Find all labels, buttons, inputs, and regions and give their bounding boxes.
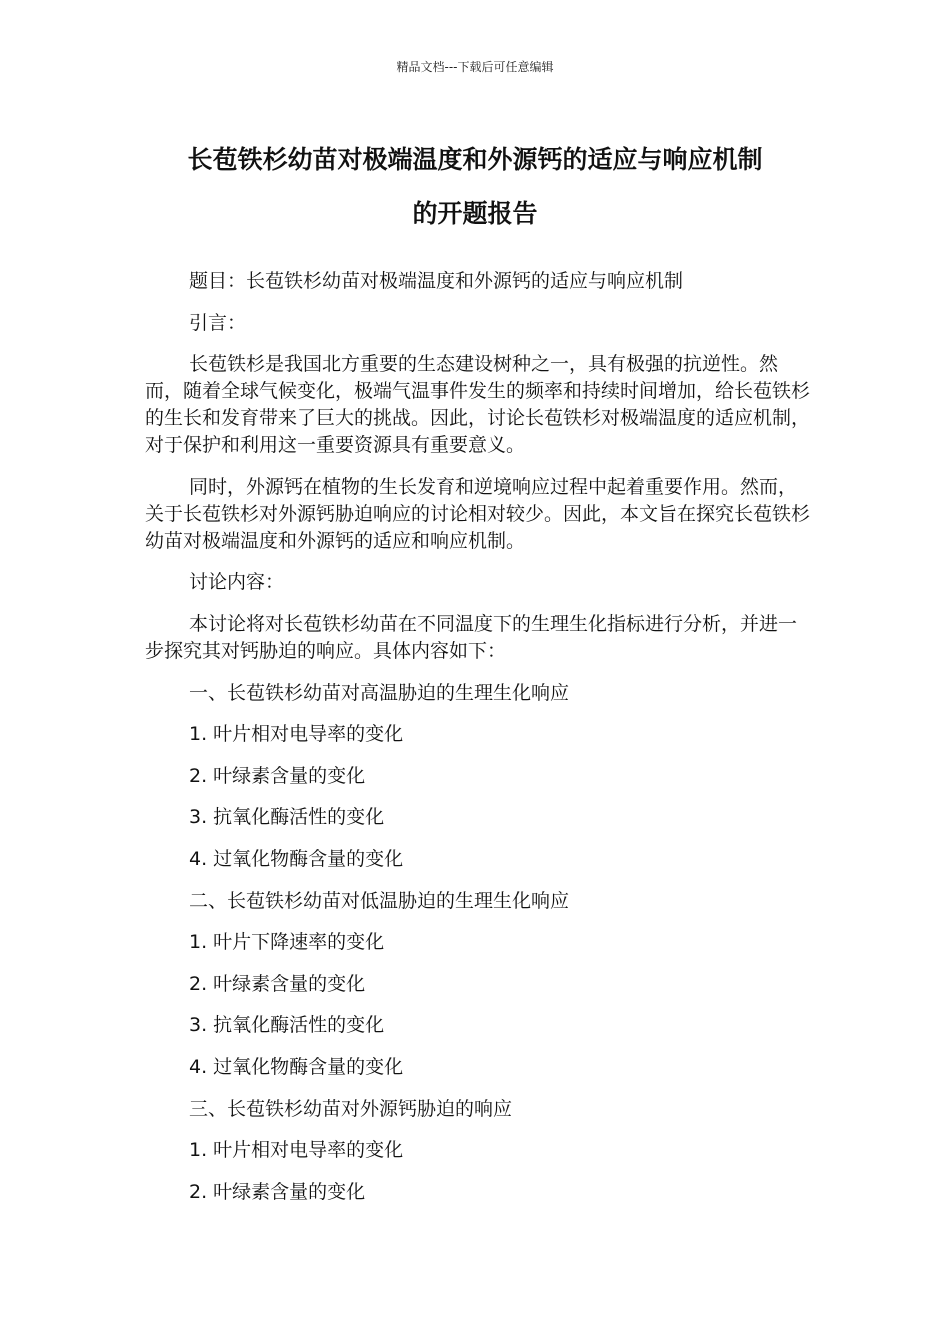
list-item: 2. 叶绿素含量的变化	[189, 764, 366, 787]
research-content-intro: 本讨论将对长苞铁杉幼苗在不同温度下的生理生化指标进行分析，并进一步探究其对钙胁迫的响应。具体内容如下：	[145, 612, 798, 662]
document-title-line-1: 长苞铁杉幼苗对极端温度和外源钙的适应与响应机制	[187, 145, 763, 174]
list-item: 2. 叶绿素含量的变化	[189, 1180, 366, 1203]
list-item: 1. 叶片相对电导率的变化	[189, 1139, 404, 1162]
topic-paragraph: 题目：长苞铁杉幼苗对极端温度和外源钙的适应与响应机制	[189, 270, 684, 292]
introduction-paragraph-1: 长苞铁杉是我国北方重要的生态建设树种之一，具有极强的抗逆性。然而，随着全球气候变化，极端气温事件发生的频率和持续时间增加，给长苞铁杉的生长和发育带来了巨大的挑战。因此，讨论长苞铁杉对极端温度的适应机制，对于保护和利用这一重要资源具有重要意义。	[145, 353, 811, 457]
header-note: 精品文档---下载后可任意编辑	[396, 60, 554, 74]
research-content-heading: 讨论内容：	[189, 571, 285, 594]
list-item: 4. 过氧化物酶含量的变化	[189, 847, 404, 870]
list-item: 1. 叶片下降速率的变化	[189, 931, 385, 954]
list-item: 1. 叶片相对电导率的变化	[189, 723, 404, 746]
list-item: 3. 抗氧化酶活性的变化	[189, 1014, 385, 1037]
document-title-line-2: 的开题报告	[412, 199, 538, 228]
list-item: 3. 抗氧化酶活性的变化	[189, 806, 385, 829]
introduction-heading: 引言：	[189, 311, 247, 334]
list-item: 4. 过氧化物酶含量的变化	[189, 1055, 404, 1078]
section-heading-low-temperature: 二、长苞铁杉幼苗对低温胁迫的生理生化响应	[189, 889, 570, 912]
document-body	[145, 268, 810, 1220]
section-heading-exogenous-calcium: 三、长苞铁杉幼苗对外源钙胁迫的响应	[189, 1097, 513, 1120]
section-heading-high-temperature: 一、长苞铁杉幼苗对高温胁迫的生理生化响应	[189, 681, 570, 704]
list-item: 2. 叶绿素含量的变化	[189, 972, 366, 995]
introduction-paragraph-2: 同时，外源钙在植物的生长发育和逆境响应过程中起着重要作用。然而，关于长苞铁杉对外源钙胁迫响应的讨论相对较少。因此，本文旨在探究长苞铁杉幼苗对极端温度和外源钙的适应和响应机制。	[145, 475, 811, 552]
